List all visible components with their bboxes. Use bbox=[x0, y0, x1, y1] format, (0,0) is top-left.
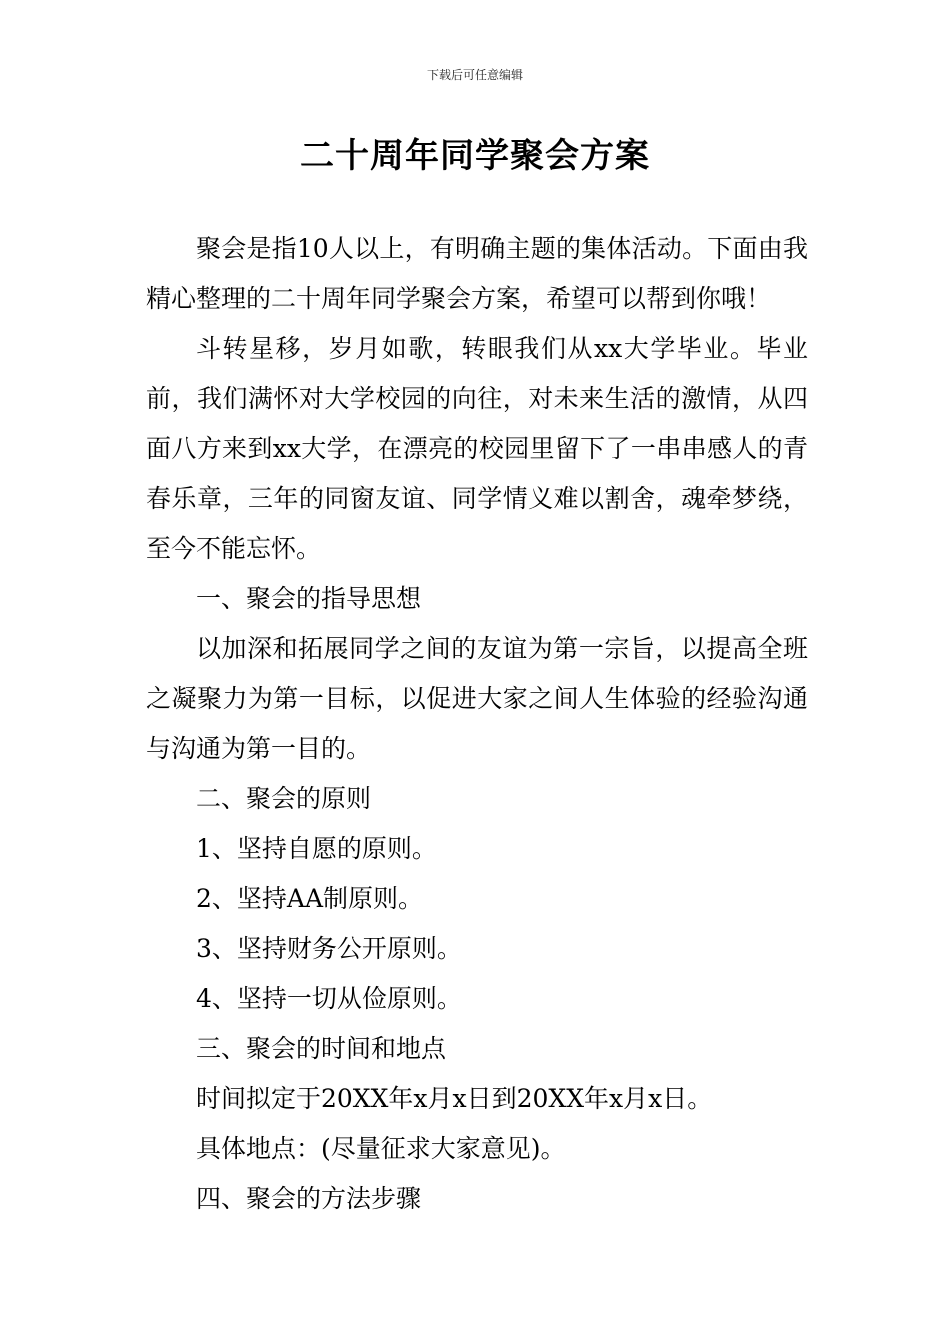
document-title: 二十周年同学聚会方案 bbox=[300, 136, 650, 176]
section-heading-time-place: 三、聚会的时间和地点 bbox=[196, 1034, 447, 1063]
intro-paragraph: 聚会是指10人以上，有明确主题的集体活动。下面由我精心整理的二十周年同学聚会方案，希望可以帮到你哦！ bbox=[146, 234, 808, 313]
principle-item: 4、坚持一切从俭原则。 bbox=[196, 984, 462, 1013]
background-paragraph: 斗转星移，岁月如歌，转眼我们从xx大学毕业。毕业前，我们满怀对大学校园的向往，对未来生活的激情，从四面八方来到xx大学，在漂亮的校园里留下了一串串感人的青春乐章，三年的同窗友谊、同学情义难以割舍，魂牵梦绕，至今不能忘怀。 bbox=[146, 334, 808, 563]
document-body bbox=[146, 224, 808, 1224]
principle-item: 1、坚持自愿的原则。 bbox=[196, 834, 437, 863]
section-heading-guiding-ideas: 一、聚会的指导思想 bbox=[196, 584, 422, 613]
guiding-ideas-paragraph: 以加深和拓展同学之间的友谊为第一宗旨，以提高全班之凝聚力为第一目标，以促进大家之间人生体验的经验沟通与沟通为第一目的。 bbox=[146, 634, 808, 763]
section-heading-methods: 四、聚会的方法步骤 bbox=[196, 1184, 422, 1213]
principle-item: 2、坚持AA制原则。 bbox=[196, 884, 424, 913]
location-paragraph: 具体地点：(尽量征求大家意见)。 bbox=[196, 1134, 566, 1163]
principle-item: 3、坚持财务公开原则。 bbox=[196, 934, 462, 963]
section-heading-principles: 二、聚会的原则 bbox=[196, 784, 372, 813]
time-paragraph: 时间拟定于20XX年x月x日到20XX年x月x日。 bbox=[196, 1084, 713, 1113]
page-header-note: 下载后可任意编辑 bbox=[426, 68, 523, 82]
